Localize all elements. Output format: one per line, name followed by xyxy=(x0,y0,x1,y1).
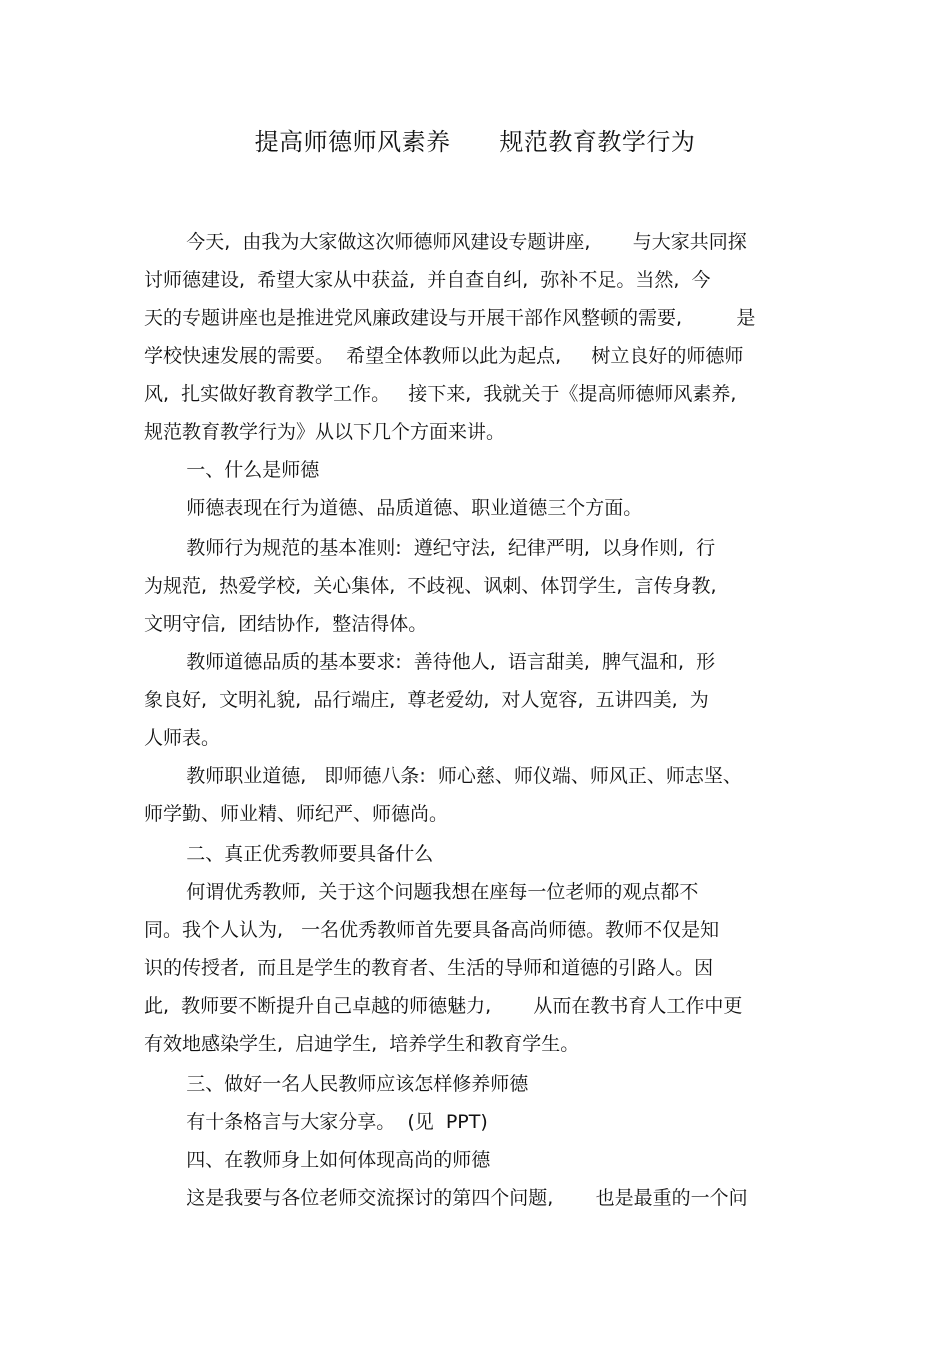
paragraph-line: 象良好, 文明礼貌, 品行端庄, 尊老爱幼, 对人宽容, 五讲四美, 为 xyxy=(144,689,709,711)
paragraph-line: 天的专题讲座也是推进党风廉政建设与开展干部作风整顿的需要, 是 xyxy=(144,307,756,329)
paragraph-line: 教师职业道德, 即师德八条: 师心慈、师仪端、师风正、师志坚、 xyxy=(144,765,742,787)
paragraph-line: 人师表。 xyxy=(144,727,221,749)
paragraph-line: 规范教育教学行为》从以下几个方面来讲。 xyxy=(144,421,506,443)
paragraph-line: 师德表现在行为道德、品质道德、职业道德三个方面。 xyxy=(144,497,643,519)
paragraph-line: 识的传授者, 而且是学生的教育者、生活的导师和道德的引路人。因 xyxy=(144,957,714,979)
section-heading: 四、在教师身上如何体现高尚的师德 xyxy=(144,1149,491,1171)
paragraph-line: 风, 扎实做好教育教学工作。 接下来, 我就关于《提高师德师风素养, xyxy=(144,383,737,405)
section-heading: 一、什么是师德 xyxy=(144,459,320,481)
paragraph-line: 何谓优秀教师, 关于这个问题我想在座每一位老师的观点都不 xyxy=(144,881,699,903)
paragraph-line: 有效地感染学生, 启迪学生, 培养学生和教育学生。 xyxy=(144,1033,580,1055)
paragraph-line: 此, 教师要不断提升自己卓越的师德魅力, 从而在教书育人工作中更 xyxy=(144,995,743,1017)
paragraph-line: 文明守信, 团结协作, 整洁得体。 xyxy=(144,613,428,635)
paragraph-line: 师学勤、师业精、师纪严、师德尚。 xyxy=(144,803,449,825)
paragraph-line: 为规范, 热爱学校, 关心集体, 不歧视、讽刺、体罚学生, 言传身教, xyxy=(144,575,717,597)
paragraph-line: 同。我个人认为, 一名优秀教师首先要具备高尚师德。教师不仅是知 xyxy=(144,919,720,941)
paragraph-line: 讨师德建设, 希望大家从中获益, 并自查自纠, 弥补不足。当然, 今 xyxy=(144,269,711,291)
paragraph-line: 这是我要与各位老师交流探讨的第四个问题, 也是最重的一个问 xyxy=(144,1187,748,1209)
paragraph-line: 教师行为规范的基本准则: 遵纪守法, 纪律严明, 以身作则, 行 xyxy=(144,537,716,559)
section-heading: 二、真正优秀教师要具备什么 xyxy=(144,843,434,865)
document-title: 提高师德师风素养 规范教育教学行为 xyxy=(254,128,696,156)
paragraph-line: 学校快速发展的需要。 希望全体教师以此为起点, 树立良好的师德师 xyxy=(144,345,744,367)
paragraph-line: 教师道德品质的基本要求: 善待他人, 语言甜美, 脾气温和, 形 xyxy=(144,651,716,673)
paragraph-line: 有十条格言与大家分享。 (见 PPT) xyxy=(144,1111,488,1133)
paragraph-line: 今天, 由我为大家做这次师德师风建设专题讲座, 与大家共同探 xyxy=(144,231,747,253)
section-heading: 三、做好一名人民教师应该怎样修养师德 xyxy=(144,1073,529,1095)
